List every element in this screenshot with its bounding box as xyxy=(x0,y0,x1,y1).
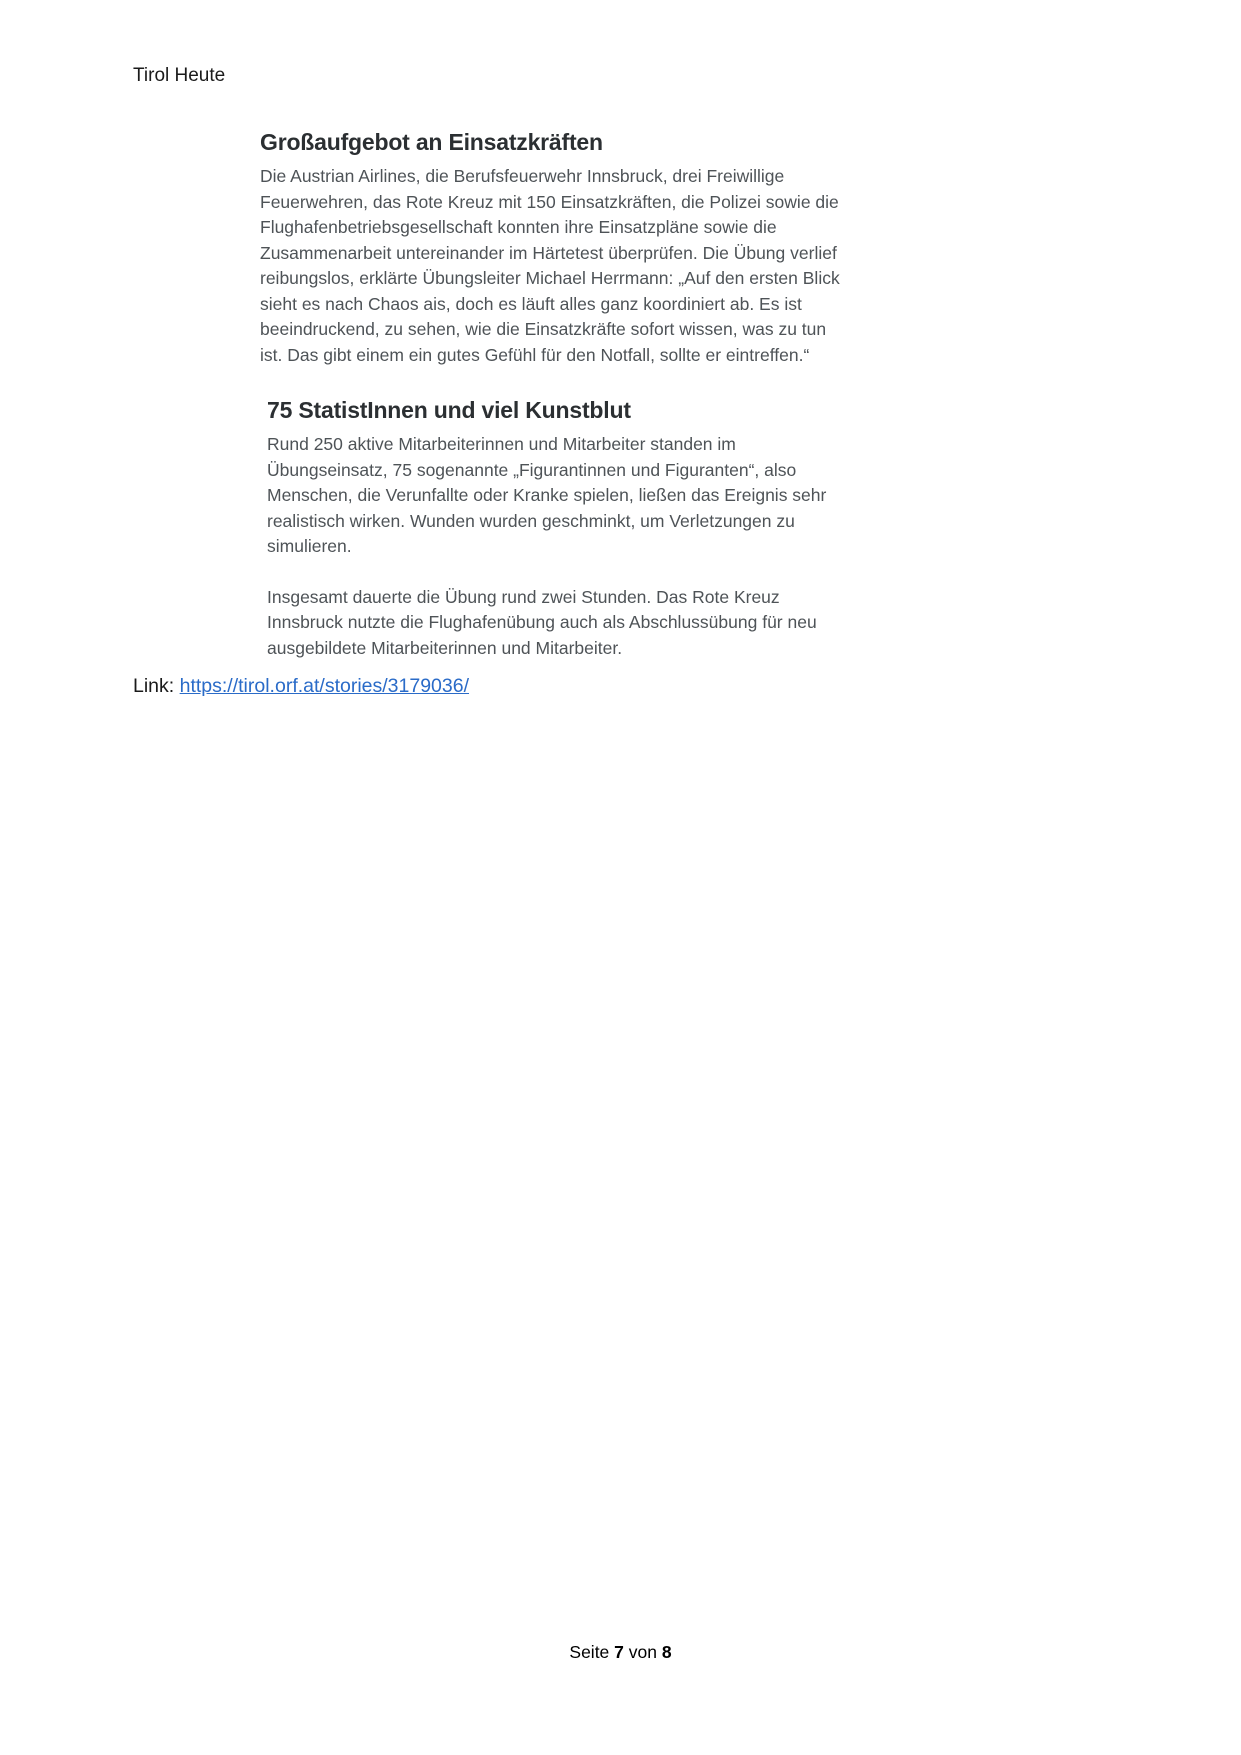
footer-total-pages: 8 xyxy=(661,1642,672,1662)
page-footer xyxy=(0,1642,1241,1663)
article-paragraph: Rund 250 aktive Mitarbeiterinnen und Mitarbeiter standen im Übungseinsatz, 75 sogenannte „Figurantinnen und Figuranten“, also Menschen, die Verunfallte oder Kranke spielen, ließen das Ereignis sehr realistisch wirken. Wunden wurden geschminkt, um Verletzungen zu simulieren. xyxy=(267,434,827,556)
footer-label-seite: Seite xyxy=(569,1642,615,1662)
section-heading-grossaufgebot: Großaufgebot an Einsatzkräften xyxy=(260,129,603,155)
footer-label-von: von xyxy=(623,1642,662,1662)
link-label: Link: xyxy=(133,675,180,697)
source-link[interactable]: https://tirol.orf.at/stories/3179036/ xyxy=(179,675,470,697)
section-heading-statistinnen: 75 StatistInnen und viel Kunstblut xyxy=(267,397,631,423)
article-paragraph: Insgesamt dauerte die Übung rund zwei Stunden. Das Rote Kreuz Innsbruck nutzte die Flughafenübung auch als Abschlussübung für neu ausgebildete Mitarbeiterinnen und Mitarbeiter. xyxy=(267,586,817,658)
page-header-title: Tirol Heute xyxy=(133,65,226,86)
source-link-line xyxy=(133,675,469,698)
article-paragraph: Die Austrian Airlines, die Berufsfeuerwehr Innsbruck, drei Freiwillige Feuerwehren, das Rote Kreuz mit 150 Einsatzkräften, die Polizei sowie die Flughafenbetriebsgesellschaft konnten ihre Einsatzpläne sowie die Zusammenarbeit untereinander im Härtetest überprüfen. Die Übung verlief reibungslos, erklärte Übungsleiter Michael Herrmann: „Auf den ersten Blick sieht es nach Chaos ais, doch es läuft alles ganz koordiniert ab. Es ist beeindruckend, zu sehen, wie die Einsatzkräfte sofort wissen, was zu tun ist. Das gibt einem ein gutes Gefühl für den Notfall, sollte er eintreffen.“ xyxy=(260,166,840,365)
footer-current-page: 7 xyxy=(614,1642,624,1662)
article-content xyxy=(260,128,852,686)
